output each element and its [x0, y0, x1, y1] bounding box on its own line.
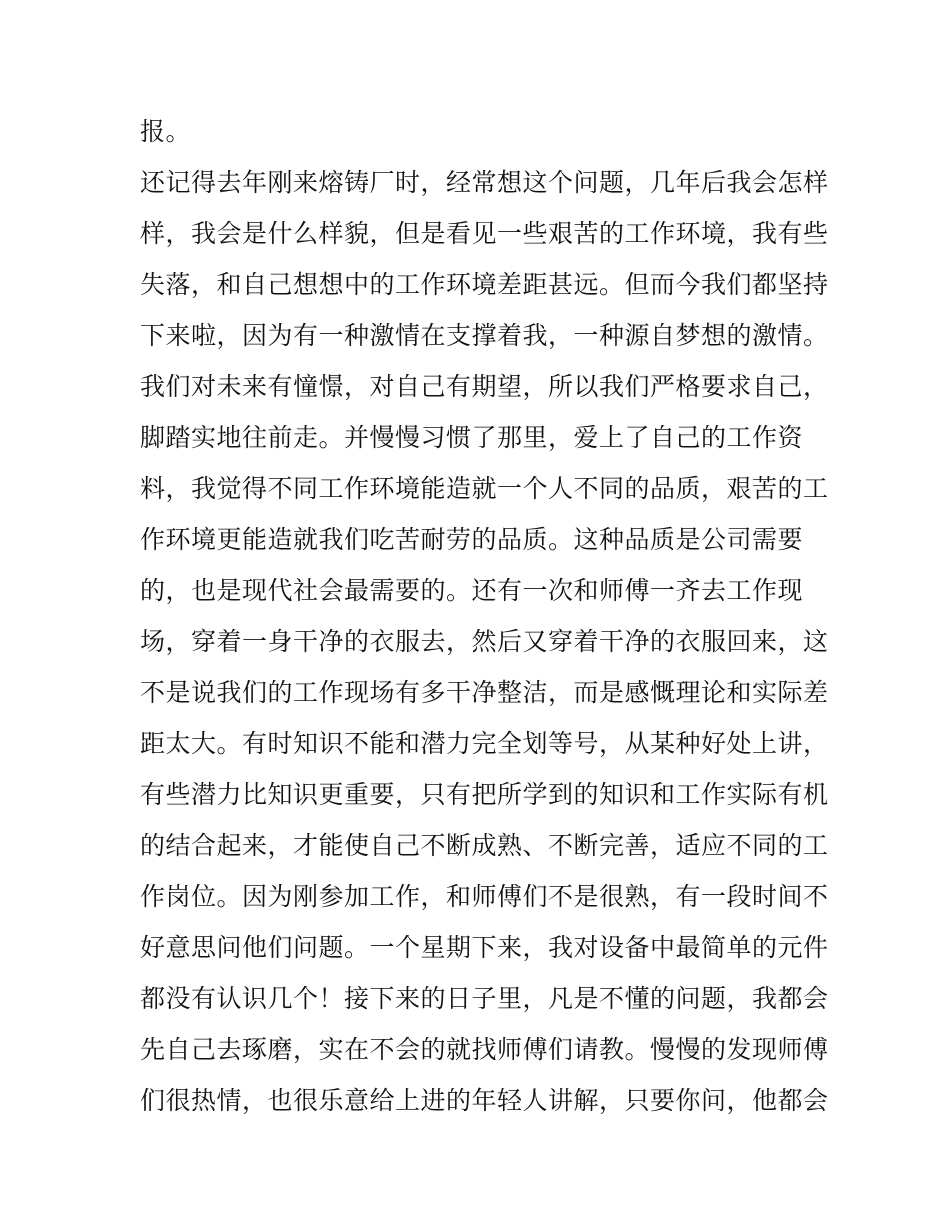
- text-line: 样，我会是什么样貌，但是看见一些艰苦的工作环境，我有些: [140, 219, 829, 248]
- text-line: 下来啦，因为有一种激情在支撑着我，一种源自梦想的激情。: [140, 321, 829, 350]
- text-line: 还记得去年刚来熔铸厂时，经常想这个问题，几年后我会怎样: [140, 168, 829, 197]
- text-line: 不是说我们的工作现场有多干净整洁，而是感慨理论和实际差: [140, 678, 829, 707]
- text-line: 先自己去琢磨，实在不会的就找师傅们请教。慢慢的发现师傅: [140, 1035, 829, 1064]
- text-line: 距太大。有时知识不能和潜力完全划等号，从某种好处上讲，: [140, 729, 829, 758]
- text-line: 的，也是现代社会最需要的。还有一次和师傅一齐去工作现: [140, 576, 804, 605]
- text-line: 的结合起来，才能使自己不断成熟、不断完善，适应不同的工: [140, 831, 829, 860]
- text-line: 作环境更能造就我们吃苦耐劳的品质。这种品质是公司需要: [140, 525, 804, 554]
- text-line: 脚踏实地往前走。并慢慢习惯了那里，爱上了自己的工作资: [140, 423, 804, 452]
- body-text: [140, 106, 830, 1126]
- text-line: 们很热情，也很乐意给上进的年轻人讲解，只要你问，他都会: [140, 1086, 829, 1115]
- text-line: 失落，和自己想想中的工作环境差距甚远。但而今我们都坚持: [140, 270, 829, 299]
- text-line: 场，穿着一身干净的衣服去，然后又穿着干净的衣服回来，这: [140, 627, 829, 656]
- text-line: 料，我觉得不同工作环境能造就一个人不同的品质，艰苦的工: [140, 474, 829, 503]
- text-line: 好意思问他们问题。一个星期下来，我对设备中最简单的元件: [140, 933, 829, 962]
- text-line: 都没有认识几个！接下来的日子里，凡是不懂的问题，我都会: [140, 984, 829, 1013]
- text-line: 报。: [140, 117, 192, 146]
- text-line: 有些潜力比知识更重要，只有把所学到的知识和工作实际有机: [140, 780, 829, 809]
- text-line: 作岗位。因为刚参加工作，和师傅们不是很熟，有一段时间不: [140, 882, 829, 911]
- text-line: 我们对未来有憧憬，对自己有期望，所以我们严格要求自己，: [140, 372, 829, 401]
